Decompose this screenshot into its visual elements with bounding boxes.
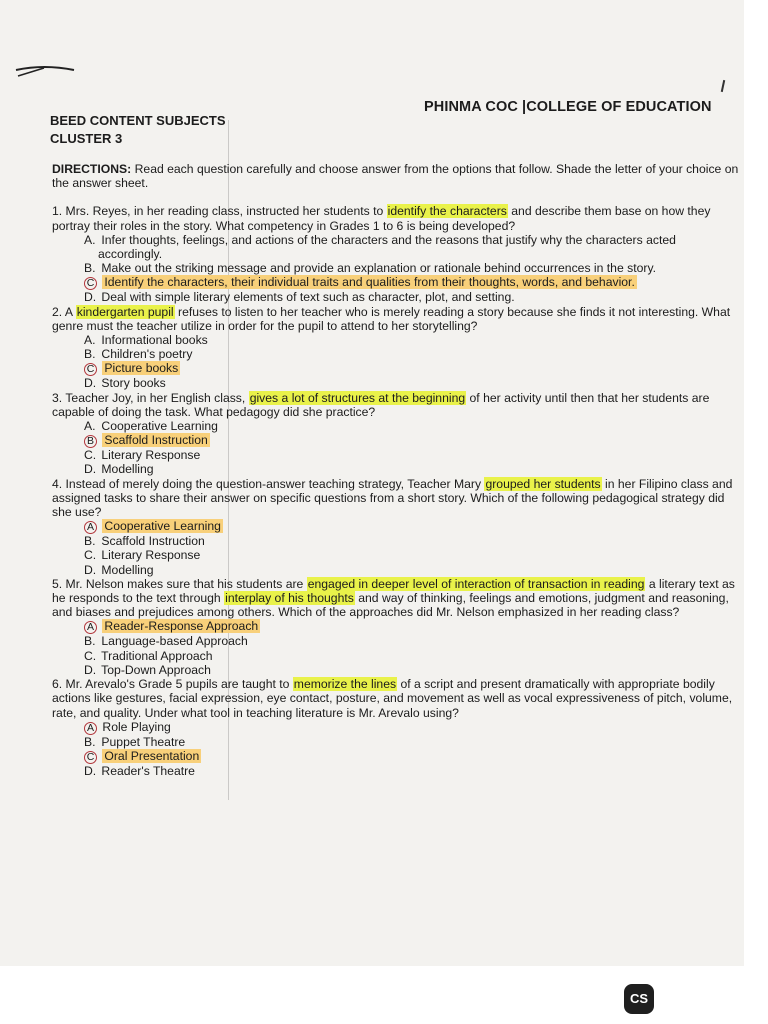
question-5 bbox=[52, 577, 740, 677]
circled-letter: C bbox=[84, 751, 97, 764]
question-4 bbox=[52, 477, 740, 577]
question-text: a literary text as he responds to the text through bbox=[52, 576, 735, 606]
directions-text: Read each question carefully and choose answer from the options that follow. Shade the letter of your choice on the answer sheet. bbox=[52, 162, 739, 191]
option-b-selected: B Scaffold Instruction bbox=[74, 433, 740, 448]
highlight: identify the characters bbox=[387, 204, 507, 219]
question-text: and describe them base on how they portray their roles in the story. What competency in Grades 1 to 6 is being developed? bbox=[52, 204, 711, 233]
question-2 bbox=[52, 305, 740, 391]
option-d: D. Modelling bbox=[84, 562, 154, 577]
option-b: B. Puppet Theatre bbox=[84, 734, 186, 749]
question-text: 2. A bbox=[52, 304, 76, 319]
option-c: C. Literary Response bbox=[84, 448, 201, 463]
option-a: A. Informational books bbox=[84, 333, 208, 348]
question-content bbox=[52, 162, 740, 778]
directions bbox=[52, 162, 740, 190]
institution-title: PHINMA COC |COLLEGE OF EDUCATION bbox=[424, 99, 712, 115]
document-header bbox=[50, 112, 226, 148]
option-c: C. Traditional Approach bbox=[84, 648, 213, 663]
option-a-selected: A Cooperative Learning bbox=[74, 519, 740, 534]
question-1 bbox=[52, 204, 740, 304]
camscanner-badge: CS bbox=[624, 984, 654, 1014]
question-text: and way of thinking, feelings and emotions, judgment and reasoning, and biases and prejudices among others. Which of the approaches did Mr. Nelson emphasized in her reading class? bbox=[52, 591, 729, 620]
highlight: interplay of his thoughts bbox=[225, 591, 354, 606]
question-text: refuses to listen to her teacher who is merely reading a story because she finds it not interesting. What genre must the teacher utilize in order for the pupil to attend to her storytelling? bbox=[52, 304, 731, 333]
option-a: A. Cooperative Learning bbox=[84, 419, 218, 434]
option-d: D. Top-Down Approach bbox=[84, 662, 211, 677]
question-6 bbox=[52, 677, 740, 778]
highlight: kindergarten pupil bbox=[76, 304, 174, 319]
option-d: D. Deal with simple literary elements of text such as character, plot, and setting. bbox=[84, 290, 515, 305]
subject-title: BEED CONTENT SUBJECTS bbox=[50, 113, 226, 128]
option-d: D. Story books bbox=[84, 376, 166, 391]
question-text: 6. Mr. Arevalo's Grade 5 pupils are taught to bbox=[52, 677, 293, 692]
option-b: B. Language-based Approach bbox=[84, 634, 248, 649]
highlight: grouped her students bbox=[485, 476, 601, 491]
option-c-selected: C Oral Presentation bbox=[74, 749, 740, 764]
option-d: D. Modelling bbox=[84, 462, 154, 477]
option-a: A. Infer thoughts, feelings, and actions of the characters and the reasons that justify why the characters acted accordingly. bbox=[84, 232, 676, 262]
circled-letter: C bbox=[84, 277, 97, 290]
question-text: 1. Mrs. Reyes, in her reading class, instructed her students to bbox=[52, 204, 387, 219]
directions-label: DIRECTIONS: bbox=[52, 162, 132, 176]
question-3 bbox=[52, 391, 740, 477]
option-a-selected: A Reader-Response Approach bbox=[74, 619, 740, 634]
highlight: gives a lot of structures at the beginning bbox=[249, 390, 466, 405]
question-text: in her Filipino class and assigned tasks to share their answer on specific questions from a short story. Which of the following pedagogical strategy did she use? bbox=[52, 476, 733, 520]
circled-letter: A bbox=[84, 722, 97, 735]
option-c-selected: C Identify the characters, their individual traits and qualities from their thoughts, words, and behavior. bbox=[74, 275, 740, 290]
option-c: C. Literary Response bbox=[84, 548, 201, 563]
option-a-circled: A Role Playing bbox=[74, 720, 740, 735]
option-d: D. Reader's Theatre bbox=[84, 763, 195, 778]
question-text: 5. Mr. Nelson makes sure that his students are bbox=[52, 576, 307, 591]
circled-letter: C bbox=[84, 363, 97, 376]
option-b: B. Children's poetry bbox=[84, 347, 193, 362]
option-b: B. Scaffold Instruction bbox=[84, 534, 205, 549]
option-b: B. Make out the striking message and provide an explanation or rationale behind occurrences in the story. bbox=[84, 261, 657, 276]
question-text: of her activity until then that her students are capable of doing the task. What pedagogy did she practice? bbox=[52, 390, 710, 419]
circled-letter: B bbox=[84, 435, 97, 448]
pen-tick-mark bbox=[721, 80, 725, 92]
question-text: 3. Teacher Joy, in her English class, bbox=[52, 390, 249, 405]
pen-mark-icon bbox=[14, 58, 78, 80]
question-text: of a script and present dramatically with appropriate bodily actions like gestures, facial expression, eye contact, posture, and movement as well as vocal expressiveness of pitch, volume, rate, and quality. Under what tool in teaching literature is Mr. Arevalo using? bbox=[52, 677, 733, 720]
circled-letter: A bbox=[84, 521, 97, 534]
highlight: engaged in deeper level of interaction of transaction in reading bbox=[307, 576, 645, 591]
option-c-selected: C Picture books bbox=[74, 361, 740, 376]
highlight: memorize the lines bbox=[293, 677, 397, 692]
circled-letter: A bbox=[84, 621, 97, 634]
question-text: 4. Instead of merely doing the question-answer teaching strategy, Teacher Mary bbox=[52, 476, 485, 491]
cluster-title: CLUSTER 3 bbox=[50, 131, 123, 146]
